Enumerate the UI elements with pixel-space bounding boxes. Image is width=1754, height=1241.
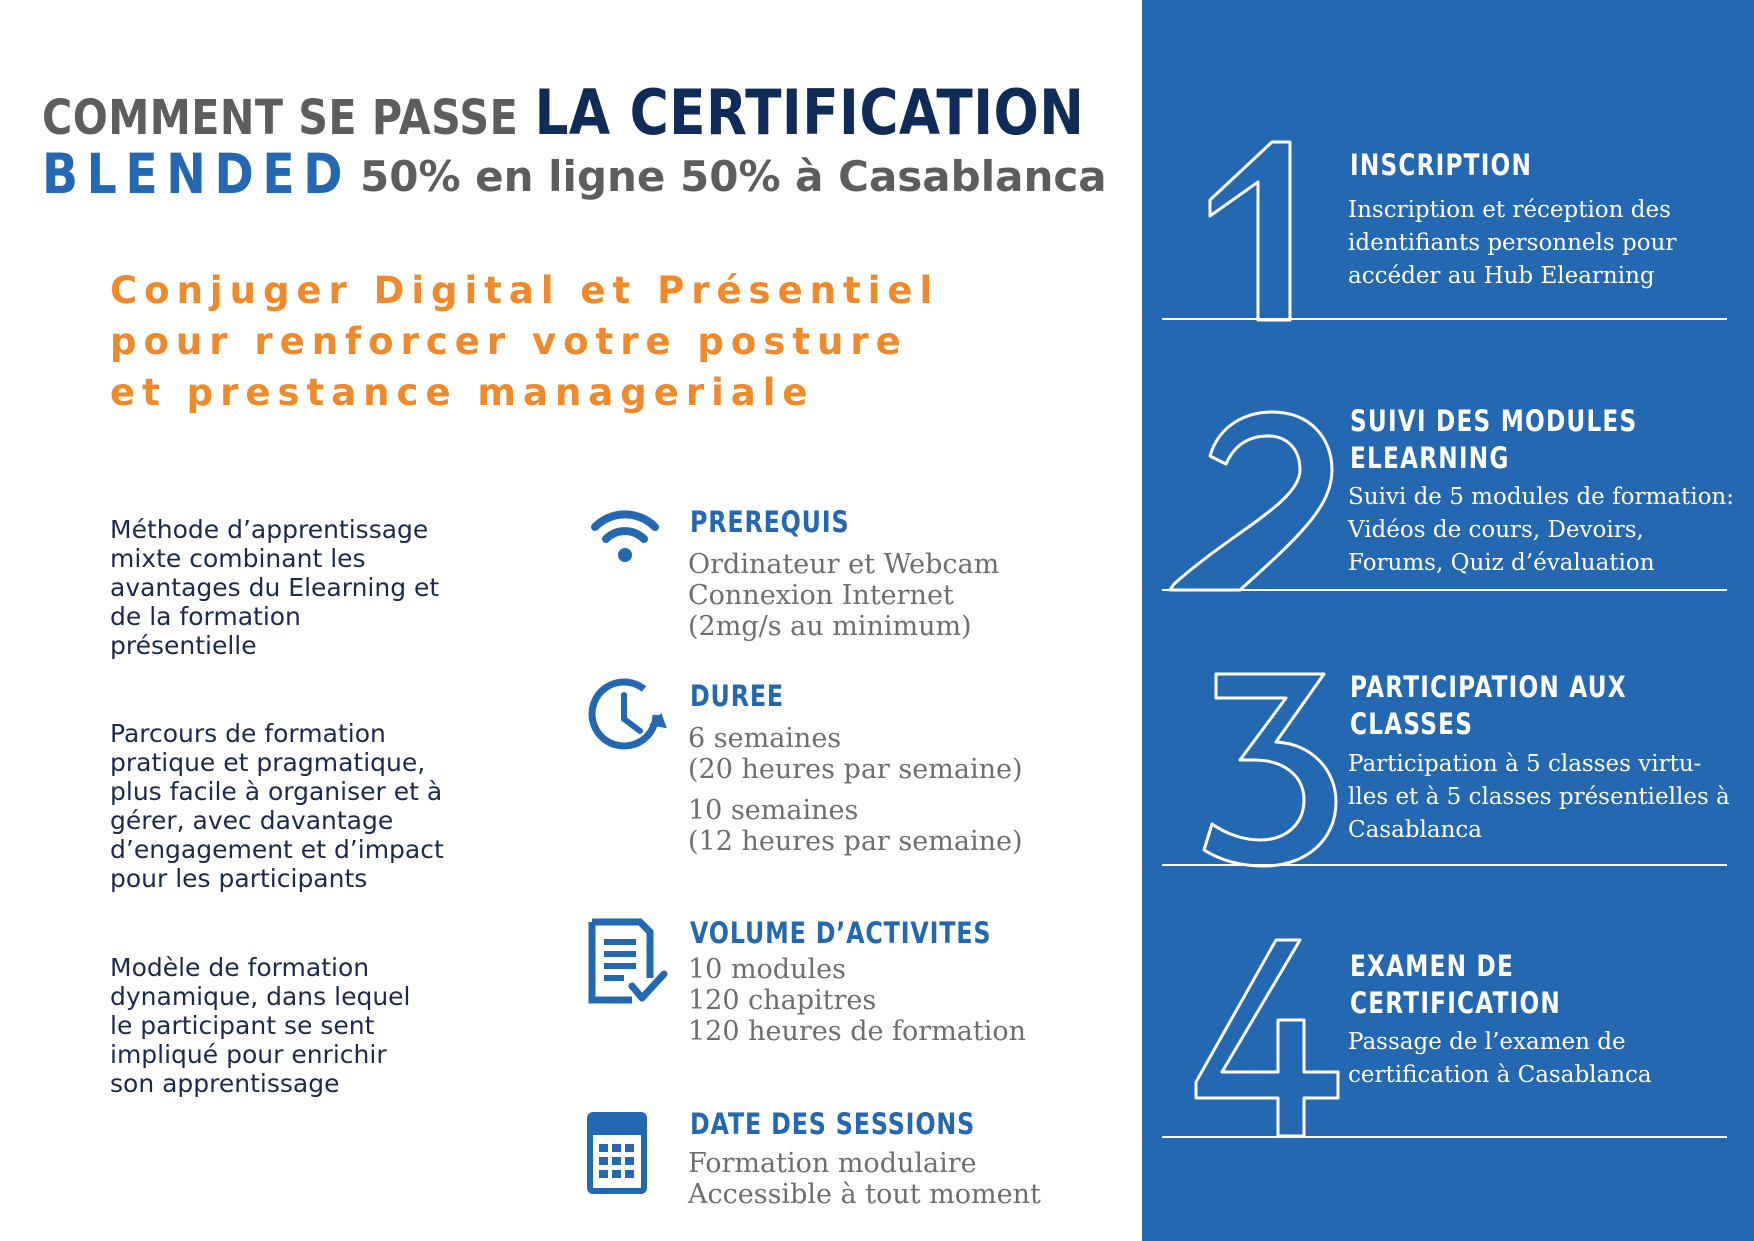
step-text-line: Inscription et réception des (1348, 197, 1671, 223)
paragraph-line: impliqué pour enrichir (110, 1040, 387, 1069)
info-text-duree (688, 723, 1023, 857)
page-title-line2 (42, 142, 1107, 206)
step-text-line: Suivi de 5 modules de formation: (1348, 484, 1734, 510)
tagline (110, 265, 939, 418)
step-divider (1162, 589, 1727, 591)
info-line: Accessible à tout moment (688, 1179, 1041, 1210)
tagline-line: Conjuger Digital et Présentiel (110, 269, 940, 312)
step-text-2 (1348, 481, 1734, 580)
step-text-line: identifiants personnels pour (1348, 230, 1677, 256)
step-text-3 (1348, 748, 1730, 847)
paragraph-line: présentielle (110, 631, 257, 660)
info-line: 6 semaines (688, 723, 842, 754)
paragraph-line: dynamique, dans lequel (110, 982, 411, 1011)
calendar-icon (587, 1112, 647, 1194)
title-part-blended: BLENDED (42, 142, 352, 206)
step-divider (1162, 318, 1727, 320)
benefit-paragraph (110, 719, 510, 893)
step-text-line: accéder au Hub Elearning (1348, 263, 1655, 289)
info-line: 120 heures de formation (688, 1016, 1027, 1047)
step-number-4 (1192, 936, 1342, 1138)
paragraph-line: pour les participants (110, 864, 368, 893)
step-text-line: Vidéos de cours, Devoirs, (1348, 517, 1644, 543)
paragraph-line: pratique et pragmatique, (110, 748, 426, 777)
step-heading-line: CLASSES (1350, 707, 1474, 741)
info-line: 10 semaines (688, 795, 859, 826)
checklist-icon (586, 918, 668, 1006)
info-text-volume (688, 954, 1026, 1047)
paragraph-line: son apprentissage (110, 1069, 340, 1098)
info-line: Formation modulaire (688, 1148, 977, 1179)
step-text-line: certification à Casablanca (1348, 1062, 1652, 1088)
step-text-line: Forums, Quiz d’évaluation (1348, 550, 1655, 576)
step-heading-1 (1350, 147, 1532, 184)
page-title-line1 (42, 76, 1084, 149)
paragraph-line: mixte combinant les (110, 544, 366, 573)
info-heading-volume: VOLUME D’ACTIVITES (690, 916, 992, 950)
step-heading-line: PARTICIPATION AUX (1350, 670, 1627, 704)
step-number-2 (1160, 408, 1335, 593)
title-part-certification: LA CERTIFICATION (534, 76, 1085, 149)
benefit-paragraph (110, 953, 510, 1098)
info-line: 10 modules (688, 954, 846, 985)
step-text-line: lles et à 5 classes présentielles à (1348, 784, 1730, 810)
title-part-comment: COMMENT SE PASSE (42, 90, 519, 146)
step-heading-line: SUIVI DES MODULES (1350, 404, 1638, 438)
paragraph-line: Modèle de formation (110, 953, 370, 982)
info-text-sessions (688, 1148, 1041, 1210)
paragraph-line: Parcours de formation (110, 719, 386, 748)
step-divider (1162, 1136, 1727, 1138)
step-heading-2 (1350, 403, 1637, 477)
step-heading-line: CERTIFICATION (1350, 986, 1562, 1020)
step-text-line: Participation à 5 classes virtu- (1348, 751, 1702, 777)
info-heading-prerequis: PREREQUIS (690, 505, 850, 539)
paragraph-line: de la formation (110, 602, 301, 631)
step-text-4 (1348, 1026, 1652, 1092)
title-part-split: 50% en ligne 50% à Casablanca (360, 152, 1107, 201)
info-line: Connexion Internet (688, 580, 954, 611)
info-line: (12 heures par semaine) (688, 826, 1023, 857)
info-line: (2mg/s au minimum) (688, 611, 972, 642)
step-text-line: Passage de l’examen de (1348, 1029, 1626, 1055)
step-text-1 (1348, 194, 1676, 293)
paragraph-line: gérer, avec davantage (110, 806, 394, 835)
paragraph-line: Méthode d’apprentissage (110, 515, 429, 544)
step-heading-4 (1350, 948, 1561, 1022)
step-number-3 (1200, 670, 1340, 870)
clock-icon (586, 673, 670, 757)
step-divider (1162, 864, 1727, 866)
paragraph-line: le participant se sent (110, 1011, 375, 1040)
info-heading-duree: DUREE (690, 679, 784, 713)
step-number-1 (1200, 138, 1310, 323)
wifi-icon (590, 505, 660, 565)
step-text-line: Casablanca (1348, 817, 1483, 843)
step-heading-3 (1350, 669, 1627, 743)
info-line: 120 chapitres (688, 985, 877, 1016)
tagline-line: pour renforcer votre posture (110, 320, 908, 363)
step-heading-line: ELEARNING (1350, 441, 1510, 475)
info-heading-sessions: DATE DES SESSIONS (690, 1107, 976, 1141)
paragraph-line: d’engagement et d’impact (110, 835, 444, 864)
benefit-paragraph (110, 515, 510, 660)
info-line: (20 heures par semaine) (688, 754, 1023, 785)
paragraph-line: avantages du Elearning et (110, 573, 440, 602)
info-line: Ordinateur et Webcam (688, 549, 1000, 580)
paragraph-line: plus facile à organiser et à (110, 777, 443, 806)
info-text-prerequis (688, 549, 999, 642)
tagline-line: et prestance manageriale (110, 371, 815, 414)
step-heading-line: INSCRIPTION (1350, 148, 1533, 182)
step-heading-line: EXAMEN DE (1350, 949, 1515, 983)
